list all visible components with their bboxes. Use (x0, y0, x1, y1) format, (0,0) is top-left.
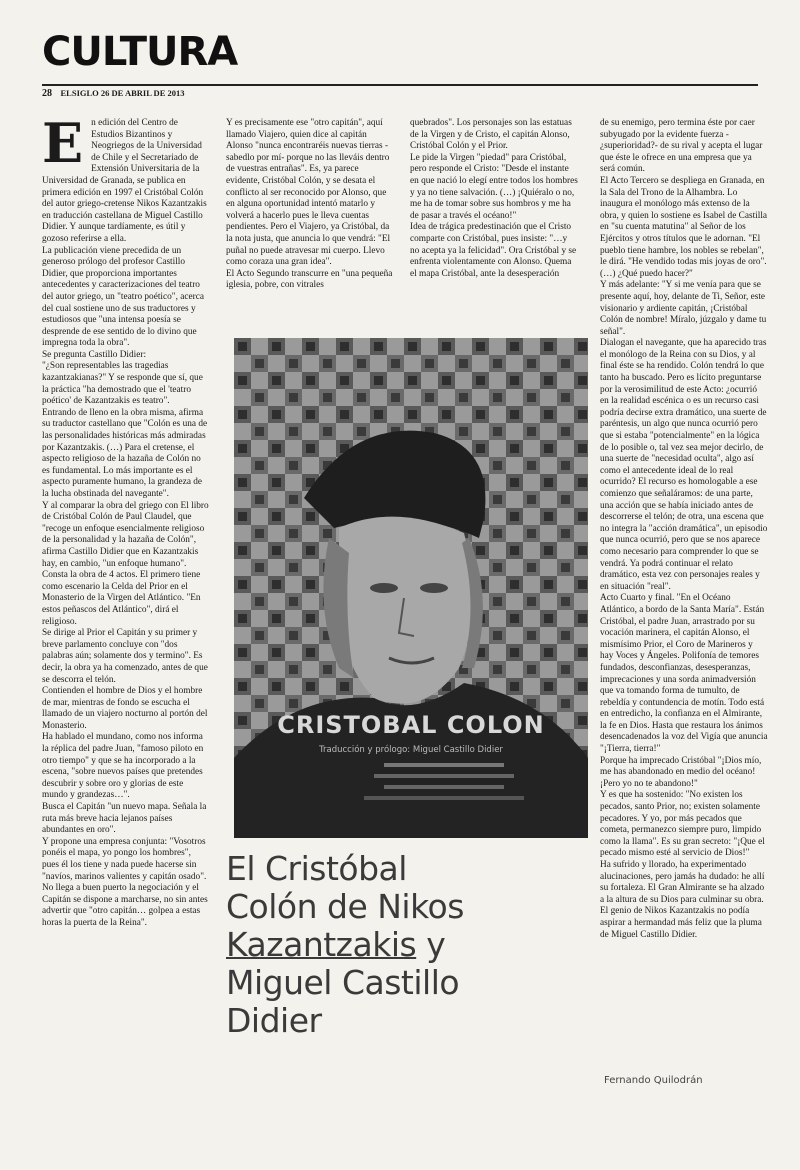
book-cover-portrait (234, 338, 588, 838)
paragraph: Y propone una empresa conjunta: "Vosotros ponéis el mapa, yo pongo los hombres", pues él los tiene y nada puede hacerse sin "navíos, marinos valientes y capitán osado". (42, 836, 207, 882)
paragraph: Y más adelante: "Y si me venía para que se presente aquí, hoy, delante de Ti, Señor, este visionario y ardiente capitán, ¡Cristóbal Colón de nombre! Míralo, júzgalo y dame tu señal". (600, 280, 767, 337)
paragraph: Se pregunta Castillo Didier: (42, 349, 147, 360)
article-column-3 (410, 118, 578, 328)
paragraph: "¿Son representables las tragedias kazantzakianas?" Y se responde que sí, que la práctica "ha demostrado que el 'teatro poético' de Kazantzakis es teatro". (42, 361, 203, 407)
section-title: CULTURA (42, 29, 238, 75)
headline-line: Miguel Castillo (226, 963, 460, 1002)
headline-line: El Cristóbal (226, 849, 407, 888)
paragraph: Le pide la Virgen "piedad" para Cristóbal, pero responde el Cristo: "Desde el instante en que nació lo elegí entre todos los hombres y ya no tiene salvación. (…) ¡Quiéralo o no, me ha de tomar sobre sus hombros y me ha de pasar a través el océano!" (410, 152, 578, 221)
paper-date: ELSIGLO 26 DE ABRIL DE 2013 (60, 88, 185, 98)
page-number: 28 (42, 88, 52, 99)
headline-line: Colón de Nikos (226, 887, 464, 926)
article-column-2 (226, 118, 394, 328)
article-column-1 (42, 118, 210, 1088)
article-headline (226, 850, 576, 1040)
paragraph: El Acto Segundo transcurre en "una pequeña iglesia, pobre, con vitrales (226, 268, 393, 291)
paragraph: Contienden el hombre de Dios y el hombre de mar, mientras de fondo se escucha el llamado de un viajero nocturno al portón del Monasterio. (42, 686, 208, 731)
paragraph: Se dirige al Prior el Capitán y su primer y breve parlamento concluye con "dos palabras aún; solamente dos y termino". Es decir, la obra ya ha comenzado, antes de que se descorra el telón. (42, 628, 208, 685)
paragraph: de su enemigo, pero termina éste por caer subyugado por la evidente fuerza -¿superioridad?- de su rival y acepta el lugar que éste le ofrece en una empresa que ya será común. (600, 118, 763, 175)
headline-underlined-word: Kazantzakis (226, 925, 417, 964)
paragraph: No llega a buen puerto la negociación y el Capitán se dispone a marcharse, no sin antes advertir que "otro capitán… golpea a estas horas la puerta de la Reina". (42, 883, 208, 928)
paragraph: Acto Cuarto y final. "En el Océano Atlántico, a bordo de la Santa María". Están Cristóbal, el padre Juan, arrastrado por su vocación marinera, el capitán Alonso, el mismísimo Prior, el Coro de Marineros y hay Voces y Ángeles. Polifonía de temores fundados, desconfianzas, desesperanzas, imprecaciones y una sorda animadversión que va tomando forma de tumulto, de rebeldía y contundencia de motín. Todo está en entredicho, la confianza en el Almirante, la fe en Dios. Hasta que restaura los ánimos desencadenados la voz del Vigía que anuncia "¡Tierra, tierra!" (600, 593, 768, 755)
paragraph: Y es precisamente ese "otro capitán", aquí llamado Viajero, quien dice al capitán Alonso "nunca encontraréis nuevas tierras - sabedlo por mí- porque no las lleváis dentro de vuestras entrañas". Es, ya parece evidente, Cristóbal Colón, y se desata el conflicto al ser reconocido por Alonso, que en alguna oportunidad intentó matarlo y volverá a hacerlo pues le lleva cuentas pendientes. Pero el Viajero, ya Cristóbal, da la nota justa, que anuncia lo que vendrá: "El puñal no puede atravesar mi cuerpo. Llevo como coraza una gran idea". (226, 118, 391, 268)
headline-line: Didier (226, 1001, 322, 1040)
paragraph: Y al comparar la obra del griego con El libro de Cristóbal Colón de Paul Claudel, que "recoge un enfoque esencialmente religioso de la personalidad y la hazaña de Colón", afirma Castillo Didier que en Kazantzakis hay, en cambio, "un enfoque humano". (42, 500, 209, 569)
paragraph: Porque ha imprecado Cristóbal "¡Dios mío, me has abandonado en medio del océano! ¡Pero yo no te abandono!" (600, 755, 762, 789)
paragraph: Y es que ha sostenido: "No existen los pecados, santo Prior, no; existen solamente pecadores. Y yo, por más pecados que cometa, permanezco siempre puro, limpido como la llama". Es su gran secreto: "¡Que el pecado mismo esté al servicio de Dios!" (600, 790, 765, 859)
paragraph: El Acto Tercero se despliega en Granada, en la Sala del Trono de la Alhambra. Lo inaugura el monólogo más extenso de la obra, y quien lo sostiene es Isabel de Castilla en "su cuenta matutina" al Señor de los Ejércitos y otros títulos que le adornan. "El pueblo tiene hambre, los nobles se rebelan", le dirá. "He vendido todas mis joyas de oro". (…) ¿Qué puedo hacer?" (600, 175, 768, 279)
folio-line (42, 84, 758, 101)
article-column-4 (600, 118, 768, 1058)
paragraph: Entrando de lleno en la obra misma, afirma su traductor castellano que "Colón es una de las personalidades históricas más admiradas por Kazantzakis. (…) Para el cretense, el aspecto religioso de la hazaña de Colón no es fundamental. Lo más importante es el aspecto puramente humano, la grandeza de la lucha obstinada del navegante". (42, 407, 208, 499)
cover-title: CRISTOBAL COLON (277, 711, 545, 739)
headline-line (226, 926, 576, 964)
paragraph: Busca el Capitán "un nuevo mapa. Señala la ruta más breve hacia lejanos países abundantes en oro". (42, 802, 207, 836)
paragraph: La publicación viene precedida de un generoso prólogo del profesor Castillo Didier, que proporciona importantes antecedentes y caracterizaciones del teatro del autor griego, un "teatro poético", acerca del cual sostiene uno de sus traductores y estudiosos que "una intensa poesía se desprende de ese sentido de lo divino que impregna toda la obra". (42, 245, 204, 349)
headline-fragment: y (416, 925, 446, 964)
paragraph: Consta la obra de 4 actos. El primero tiene como escenario la Celda del Prior en el Monasterio de la Virgen del Atlántico. "En estos peñascos del Atlántico", dirá el religioso. (42, 570, 201, 627)
paragraph: Idea de trágica predestinación que el Cristo comparte con Cristóbal, pues insiste: "…y no acepta ya la felicidad". Ora Cristóbal y se enfrenta violentamente con Alonso. Quema el mapa Cristóbal, ante la desesperación (410, 222, 577, 279)
paragraph: Dialogan el navegante, que ha aparecido tras el monólogo de la Reina con su Dios, y al final éste se ha rendido. Colón tendrá lo que tanto ha buscado. Pero es lícito preguntarse por la verosimilitud de este Acto: ¿ocurrió en la realidad escénica o es un recurso casi podría decirse extra dramático, una suerte de paréntesis, un algo que nunca ocurrió pero que si estaba "potencialmente" en la lógica de lo posible o, tal vez sea mejor decirlo, de una suerte de "necesidad oculta", algo así como el antecedente ideal de lo real ocurrido? El recurso es homologable a ese comienzo que señaláramos: de una parte, una acción que se había iniciado antes de descorrerse el telón; de otra, una escena que no integra la "acción dramática", un episodio que nunca ocurrió, pero que se nos aparece como necesario para comprender lo que se vendrá. Ya podrá continuar el relato dramático, esta vez con personajes reales y en situación "real". (600, 338, 768, 592)
paragraph: El genio de Nikos Kazantzakis no podía aspirar a hermandad más feliz que la pluma de Miguel Castillo Didier. (600, 906, 762, 940)
paragraph: quebrados". Los personajes son las estatuas de la Virgen y de Cristo, el capitán Alonso, Cristóbal Colón y el Prior. (410, 118, 572, 152)
paragraph: n edición del Centro de Estudios Bizantinos y Neogriegos de la Universidad de Chile y el Secretariado de Extensión Universitaria de la Universidad de Granada, se publica en primera edición en 1997 el Cristóbal Colón del autor griego-cretense Nikos Kazantzakis en traducción castellana de Miguel Castillo Didier. Y aunque tardíamente, es útil y gozoso referirse a ella. (42, 118, 207, 244)
paragraph: Ha hablado el mundano, como nos informa la réplica del padre Juan, "famoso piloto en otro tiempo" y que se ha incorporado a la escena, "sobre nuevos países que pretendes descubrir y sobre oro y glorias de este mundo y grandezas…". (42, 732, 204, 801)
cover-subtitle: Traducción y prólogo: Miguel Castillo Didier (319, 745, 503, 755)
paragraph: Ha sufrido y llorado, ha experimentado alucinaciones, pero jamás ha dudado: he allí su fortaleza. El Gran Almirante se ha alzado a la altura de su Dios para culminar su obra. (600, 860, 765, 905)
drop-cap: E (42, 118, 84, 175)
author-signature: Fernando Quilodrán (604, 1075, 703, 1086)
